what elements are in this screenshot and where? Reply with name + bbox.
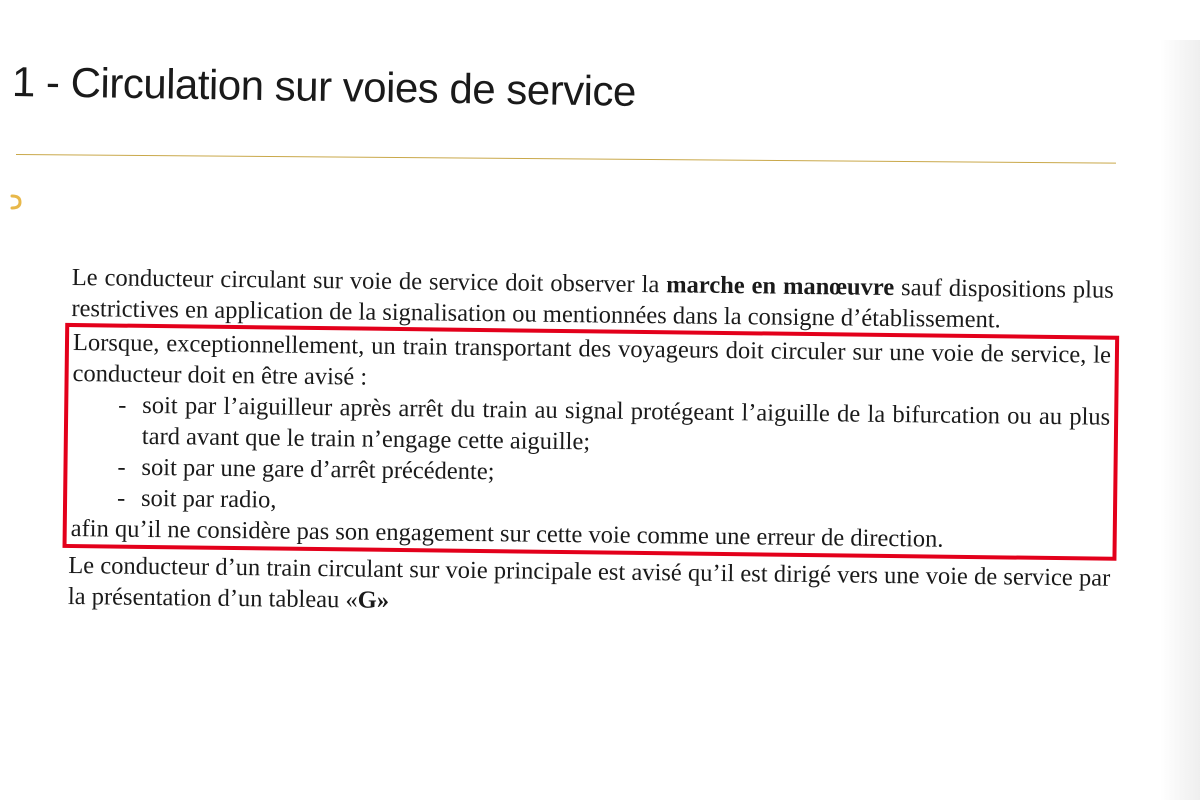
- paragraph-3-text-before: Le conducteur d’un train circulant sur voie principale est avisé qu’il est dirigé vers une voie de service par la présentation d’un tableau «: [67, 551, 1111, 614]
- paragraph-3-text-after: »: [376, 586, 390, 614]
- paragraph-3: [68, 550, 1111, 625]
- list-item-text: soit par l’aiguilleur après arrêt du train au signal protégeant l’aiguille de la bifurcation ou au plus tard avant que le train n’engage cette aiguille;: [141, 391, 1111, 456]
- paragraph-3-bold: G: [357, 586, 377, 614]
- list-dash: -: [116, 484, 126, 512]
- title-divider: [16, 154, 1116, 164]
- list-dash: -: [117, 453, 126, 481]
- section-bullet-icon: [10, 192, 24, 212]
- section-title: 1 - Circulation sur voies de service: [11, 58, 637, 115]
- scan-edge-shading: [1160, 40, 1200, 800]
- highlighted-block: [69, 327, 1114, 557]
- body-content: [68, 262, 1114, 625]
- paragraph-1: [71, 262, 1114, 337]
- notification-list: [71, 389, 1110, 526]
- paragraph-1-text-after: sauf dispositions plus restrictives en application de la signalisation ou mentionnées dans la consigne d’établissement.: [71, 274, 1114, 334]
- list-item-text: soit par radio,: [140, 484, 277, 514]
- paragraph-1-bold: marche en manœuvre: [666, 271, 895, 302]
- list-item-text: soit par une gare d’arrêt précédente;: [141, 453, 495, 486]
- highlighted-intro: Lorsque, exceptionnellement, un train transportant des voyageurs doit circuler sur une voie de service, le conducteur doit en être avisé :: [72, 329, 1112, 391]
- paragraph-1-text-before: Le conducteur circulant sur voie de service doit observer la: [71, 263, 667, 299]
- list-dash: -: [118, 391, 127, 419]
- highlighted-conclusion: afin qu’il ne considère pas son engagement sur cette voie comme une erreur de direction.: [70, 515, 944, 553]
